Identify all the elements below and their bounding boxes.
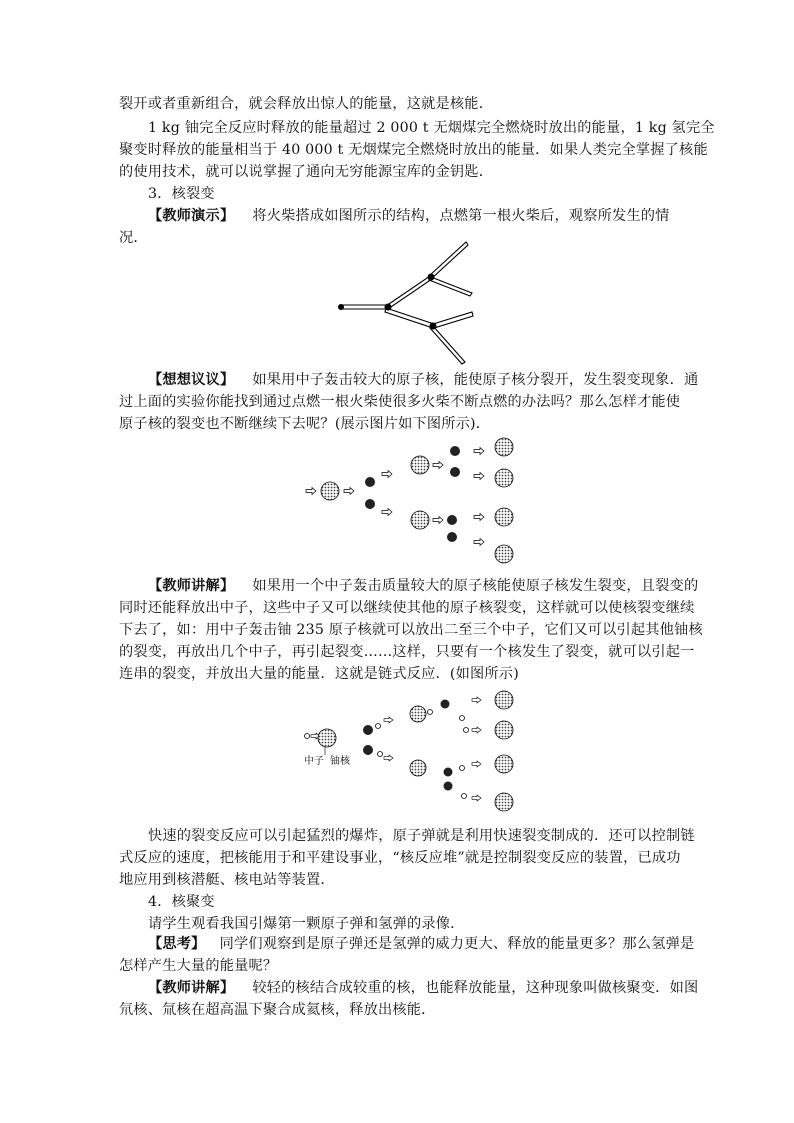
paragraph-line: 地应用到核潜艇、核电站等装置． [119,872,335,888]
think-discuss-tag: 【想想议议】 [148,372,235,388]
paragraph-line: 请学生观看我国引爆第一颗原子弹和氢弹的录像． [148,916,465,932]
paragraph-line: 同时还能释放出中子，这些中子又可以继续使其他的原子核裂变，这样就可以使核裂变继续 [119,600,695,616]
paragraph-line: 的使用技术，就可以说掌握了通向无穷能源宝库的金钥匙． [119,164,494,180]
paragraph-line: 如果用中子轰击较大的原子核，能使原子核分裂开，发生裂变现象．通 [252,372,699,388]
paragraph-line: 连串的裂变，并放出大量的能量．这就是链式反应．(如图所示) [119,666,519,682]
paragraph-line: 原子核的裂变也不断继续下去呢？(展示图片如下图所示)． [119,416,491,432]
paragraph-line: 氘核、氚核在超高温下聚合成氦核，释放出核能． [119,1002,436,1018]
uranium-nucleus-label: 铀核 [330,756,350,767]
paragraph-line: 聚变时释放的能量相当于 40 000 t 无烟煤完全燃烧时放出的能量．如果人类完全掌握了核能 [119,142,708,158]
teacher-explain-tag: 【教师讲解】 [148,578,235,594]
paragraph-line: 1 kg 铀完全反应时释放的能量超过 2 000 t 无烟煤完全燃烧时放出的能量，1 kg 氢完全 [148,120,715,136]
paragraph-line: 下去了，如：用中子轰击铀 235 原子核就可以放出二至三个中子，它们又可以引起其他铀核 [119,622,703,638]
think-tag: 【思考】 [148,936,206,952]
paragraph-line: 较轻的核结合成较重的核，也能释放能量，这种现象叫做核聚变．如图 [252,980,699,996]
paragraph-line: 况． [119,230,148,246]
paragraph-line: 过上面的实验你能找到通过点燃一根火柴使很多火柴不断点燃的办法吗？那么怎样才能使 [119,394,681,410]
fission-chain-figure [300,432,530,572]
paragraph-line: 如果用一个中子轰击质量较大的原子核能使原子核发生裂变，且裂变的 [252,578,699,594]
paragraph-line: 将火柴搭成如图所示的结构，点燃第一根火柴后，观察所发生的情 [252,208,670,224]
neutron-label: 中子 [304,756,324,767]
section-heading: 3．核裂变 [148,186,215,202]
chain-reaction-figure [300,690,530,820]
paragraph-line: 怎样产生大量的能量呢？ [119,958,278,974]
section-heading: 4．核聚变 [148,894,215,910]
paragraph-line: 裂开或者重新组合，就会释放出惊人的能量，这就是核能． [119,96,494,112]
paragraph-line: 式反应的速度，把核能用于和平建设事业，“核反应堆”就是控制裂变反应的装置，已成功 [119,850,681,866]
teacher-explain-tag: 【教师讲解】 [148,980,235,996]
matchstick-figure [335,238,475,368]
paragraph-line: 快速的裂变反应可以引起猛烈的爆炸，原子弹就是利用快速裂变制成的．还可以控制链 [148,828,695,844]
teacher-demo-tag: 【教师演示】 [148,208,235,224]
paragraph-line: 同学们观察到是原子弹还是氢弹的威力更大、释放的能量更多？那么氢弹是 [219,936,695,952]
paragraph-line: 的裂变，再放出几个中子，再引起裂变……这样，只要有一个核发生了裂变，就可以引起一 [119,644,695,660]
